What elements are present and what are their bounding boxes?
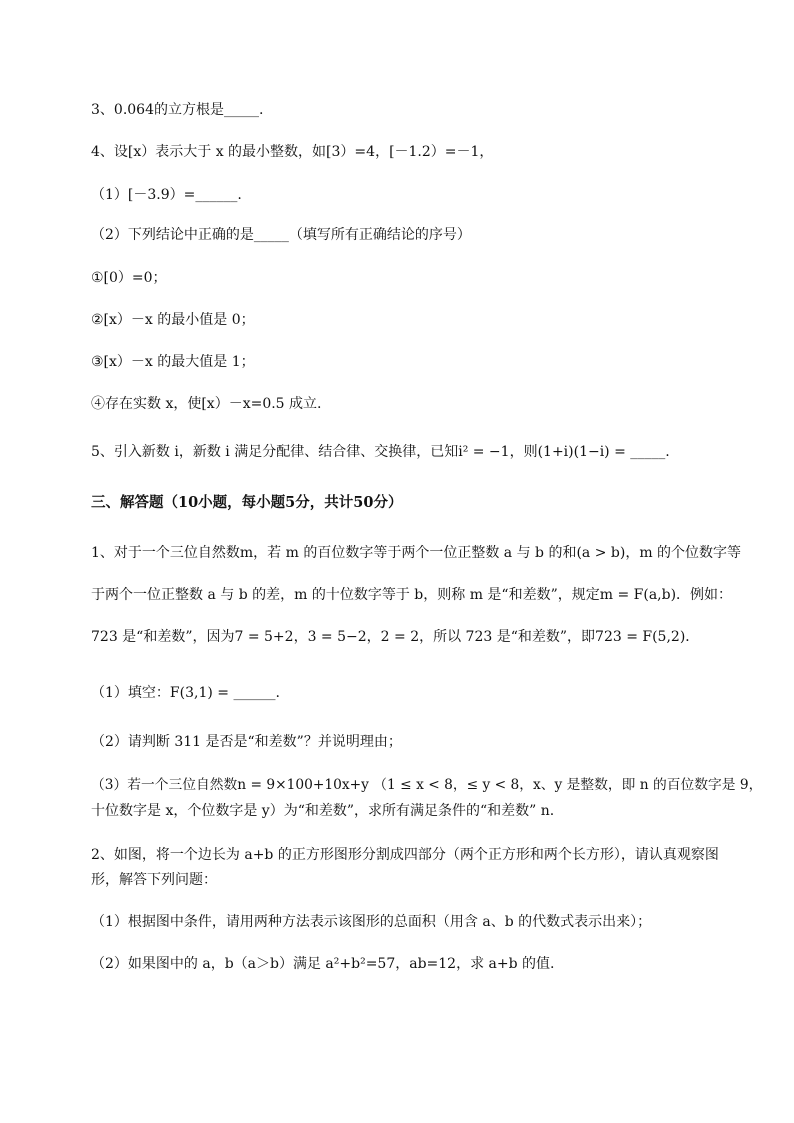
problem-1-line-3: 723 是“和差数”，因为7 = 5+2，3 = 5−2，2 = 2，所以 723 是“和差数”，即723 = F(5,2)．: [91, 629, 700, 645]
problem-1-line-2: 于两个一位正整数 a 与 b 的差，m 的十位数字等于 b，则称 m 是“和差数”，规定m = F(a,b)．例如：: [91, 587, 733, 603]
problem-2-part-2: （2）如果图中的 a，b（a＞b）满足 a²+b²=57，ab=12，求 a+b 的值.: [91, 956, 555, 972]
option-3: ③[x）－x 的最大值是 1；: [91, 354, 255, 370]
question-3: 3、0.064的立方根是_____.: [91, 102, 264, 118]
question-4-stem: 4、设[x）表示大于 x 的最小整数，如[3）=4，[－1.2）=－1，: [91, 144, 494, 160]
option-4: ④存在实数 x，使[x）－x=0.5 成立.: [91, 396, 322, 412]
question-5: 5、引入新数 i，新数 i 满足分配律、结合律、交换律，已知i² = −1，则(1+i)(1−i) = _____.: [91, 444, 670, 460]
problem-2-part-1: （1）根据图中条件，请用两种方法表示该图形的总面积（用含 a、b 的代数式表示出来）；: [91, 914, 652, 930]
question-4-part-2: （2）下列结论中正确的是_____（填写所有正确结论的序号）: [91, 227, 471, 243]
problem-2-line-2: 形，解答下列问题：: [91, 872, 217, 888]
section-heading: 三、解答题（10小题，每小题5分，共计50分）: [91, 494, 403, 511]
problem-1-part-2: （2）请判断 311 是否是“和差数”？并说明理由；: [91, 734, 402, 750]
option-1: ①[0）=0；: [91, 270, 167, 286]
question-4-part-1: （1）[－3.9）=______.: [91, 187, 242, 203]
problem-1-part-3-line-2: 十位数字是 x，个位数字是 y）为“和差数”，求所有满足条件的“和差数” n.: [91, 803, 555, 819]
option-2: ②[x）－x 的最小值是 0；: [91, 312, 255, 328]
problem-1-part-3-line-1: （3）若一个三位自然数n = 9×100+10x+y （1 ≤ x < 8，≤ y < 8，x、y 是整数，即 n 的百位数字是 9，: [91, 777, 763, 793]
problem-2-line-1: 2、如图，将一个边长为 a+b 的正方形图形分割成四部分（两个正方形和两个长方形），请认真观察图: [91, 847, 719, 863]
problem-1-part-1: （1）填空：F(3,1) = ______.: [91, 685, 280, 701]
problem-1-line-1: 1、对于一个三位自然数m，若 m 的百位数字等于两个一位正整数 a 与 b 的和(a > b)，m 的个位数字等: [91, 545, 742, 561]
